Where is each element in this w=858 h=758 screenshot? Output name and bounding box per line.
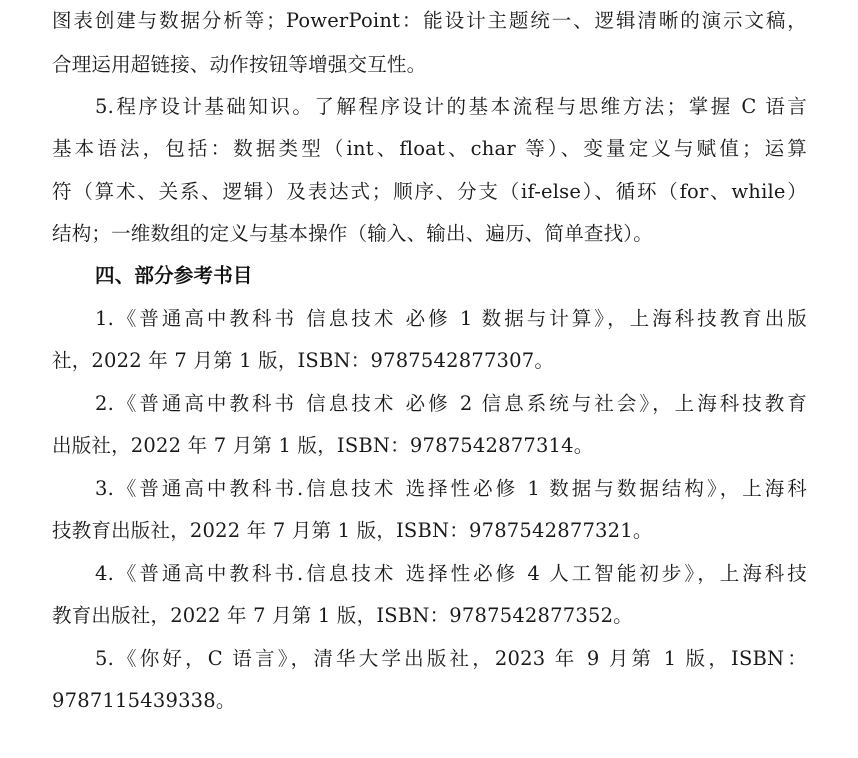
- paragraph-line: 基本语法，包括：数据类型（int、float、char 等）、变量定义与赋值；运算: [52, 137, 807, 160]
- paragraph-line: 5.程序设计基础知识。了解程序设计的基本流程与思维方法；掌握 C 语言: [95, 95, 807, 118]
- reference-line: 2.《普通高中教科书 信息技术 必修 2 信息系统与社会》，上海科技教育: [95, 392, 807, 415]
- reference-line: 1.《普通高中教科书 信息技术 必修 1 数据与计算》，上海科技教育出版: [95, 307, 807, 330]
- reference-line: 9787115439338。: [52, 689, 236, 712]
- paragraph-line: 符（算术、关系、逻辑）及表达式；顺序、分支（if-else）、循环（for、while）: [52, 180, 807, 203]
- reference-line: 4.《普通高中教科书.信息技术 选择性必修 4 人工智能初步》，上海科技: [95, 562, 807, 585]
- paragraph-line: 结构；一维数组的定义与基本操作（输入、输出、遍历、简单查找）。: [52, 222, 653, 245]
- reference-line: 出版社，2022 年 7 月第 1 版，ISBN：9787542877314。: [52, 434, 594, 457]
- reference-line: 技教育出版社，2022 年 7 月第 1 版，ISBN：9787542877321。: [52, 519, 653, 542]
- reference-line: 3.《普通高中教科书.信息技术 选择性必修 1 数据与数据结构》，上海科: [95, 477, 807, 500]
- reference-line: 5.《你好，C 语言》，清华大学出版社，2023 年 9 月第 1 版，ISBN：: [95, 647, 807, 670]
- paragraph-line: 合理运用超链接、动作按钮等增强交互性。: [52, 53, 427, 76]
- section-heading: 四、部分参考书目: [95, 264, 253, 287]
- reference-line: 教育出版社，2022 年 7 月第 1 版，ISBN：9787542877352。: [52, 604, 633, 627]
- paragraph-line: 图表创建与数据分析等；PowerPoint：能设计主题统一、逻辑清晰的演示文稿，: [52, 9, 807, 32]
- reference-line: 社，2022 年 7 月第 1 版，ISBN：9787542877307。: [52, 349, 555, 372]
